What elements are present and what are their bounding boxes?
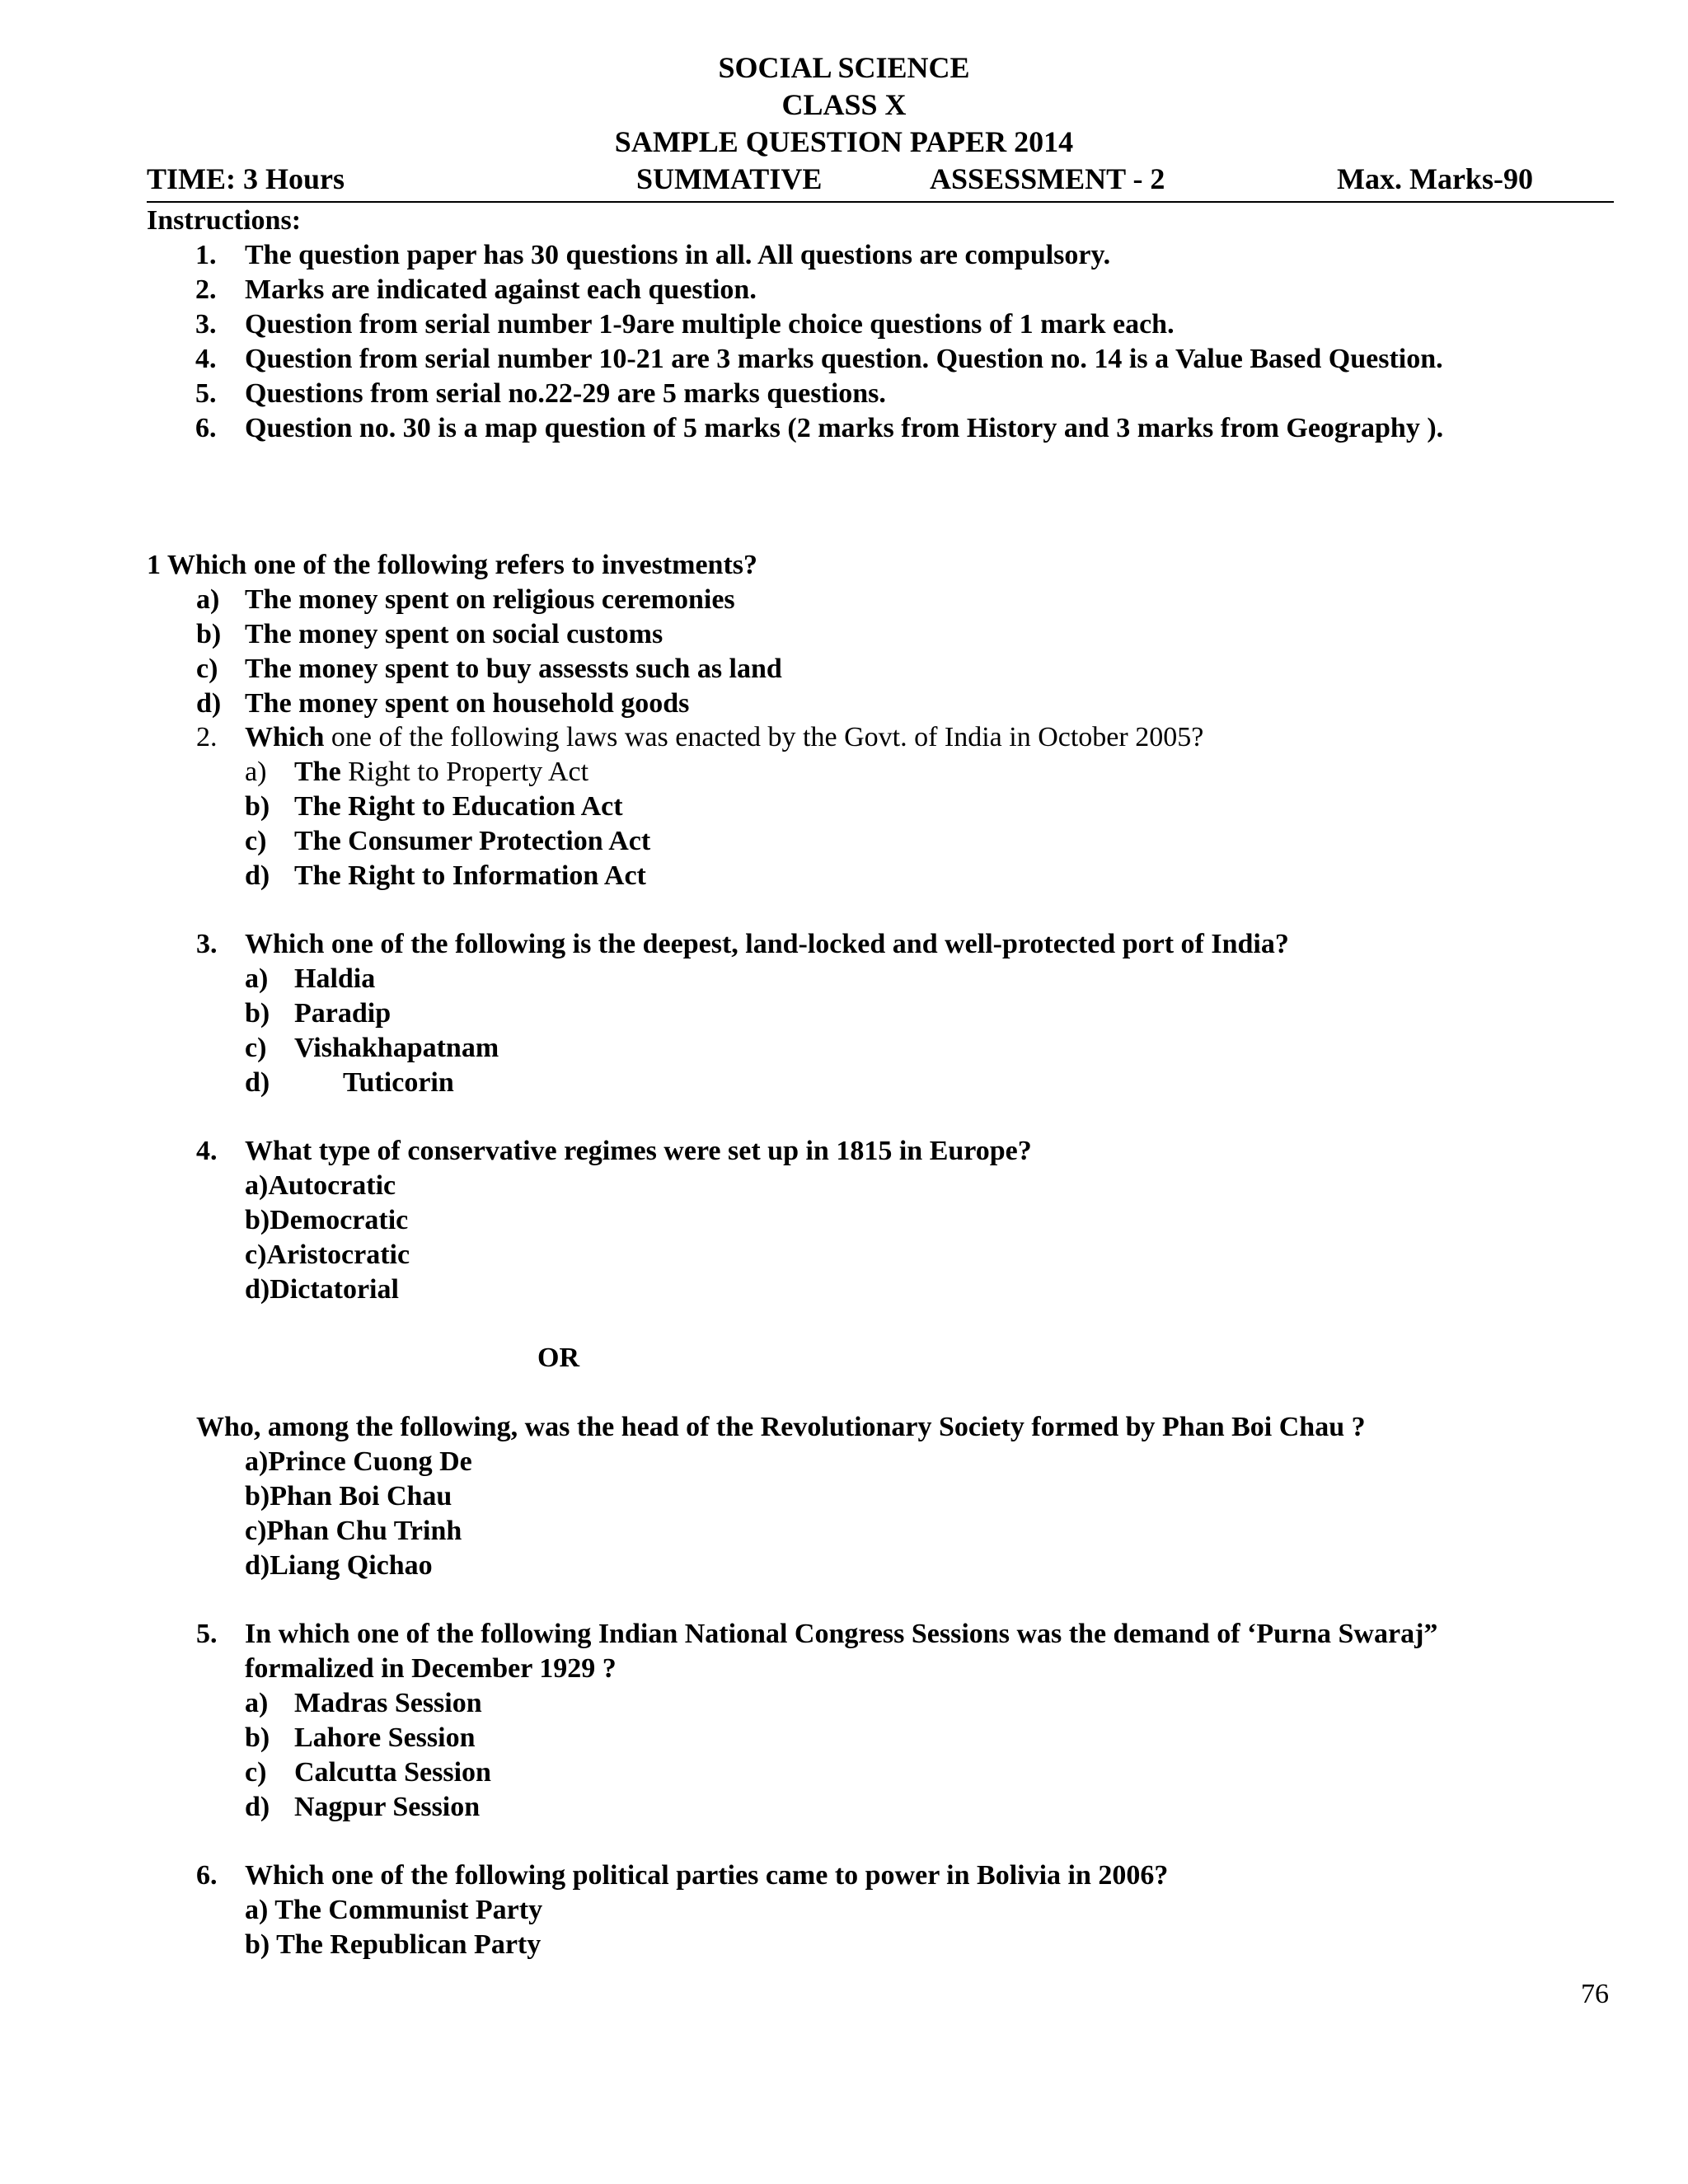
instruction-num: 1. [195,240,217,270]
option-letter: a) [196,584,220,615]
option-text: Calcutta Session [294,1757,491,1788]
instruction-num: 3. [195,309,217,340]
option-text: d)Liang Qichao [245,1550,433,1581]
option-text: c)Phan Chu Trinh [245,1516,462,1546]
option-text: Haldia [294,963,376,994]
option-text: Vishakhapatnam [294,1033,499,1063]
option-letter: d) [245,1792,270,1822]
option-text [294,756,588,789]
question-5-num: 5. [196,1619,218,1649]
instruction-num: 5. [195,378,217,409]
option-letter: c) [196,654,218,684]
question-4-alt: Who, among the following, was the head of the Revolutionary Society formed by Phan Boi Chau ? [196,1412,1366,1442]
question-1: 1 Which one of the following refers to investments? [147,550,758,580]
class-title: CLASS X [781,88,907,121]
paper-title: SAMPLE QUESTION PAPER 2014 [614,125,1074,158]
instruction-text: The question paper has 30 questions in all. All questions are compulsory. [245,240,1111,270]
option-text: The Right to Information Act [294,860,646,891]
option-text: c)Aristocratic [245,1240,410,1270]
instruction-text: Questions from serial no.22-29 are 5 marks questions. [245,378,886,409]
instructions-heading: Instructions: [147,205,302,236]
instruction-text: Marks are indicated against each question. [245,274,757,305]
question-2-bold: Which [245,722,325,752]
option-text: d)Dictatorial [245,1274,399,1305]
instruction-text: Question no. 30 is a map question of 5 marks (2 marks from History and 3 marks from Geography ). [245,413,1444,443]
option-text: The money spent to buy assessts such as land [245,654,782,684]
option-bold: The [294,757,341,787]
option-letter: d) [245,1067,270,1098]
option-text: The money spent on religious ceremonies [245,584,735,615]
option-letter: a) [245,1688,269,1718]
question-3: Which one of the following is the deepest, land-locked and well-protected port of India? [245,929,1289,959]
option-rest: Right to Property Act [340,757,589,787]
question-3-num: 3. [196,929,218,959]
question-2 [245,721,1203,754]
page-number: 76 [1581,1979,1609,2009]
header-rule [147,201,1614,203]
instruction-num: 4. [195,344,217,374]
option-text: a)Autocratic [245,1170,396,1201]
question-5-line1: In which one of the following Indian National Congress Sessions was the demand of ‘Purna Swaraj” [245,1619,1438,1649]
option-text: The Right to Education Act [294,791,623,822]
option-letter: b) [245,1722,270,1753]
option-text: Madras Session [294,1688,482,1718]
question-2-num: 2. [196,722,218,752]
instruction-num: 2. [195,274,217,305]
option-letter: d) [245,860,270,891]
option-text: Nagpur Session [294,1792,481,1822]
summative-label: SUMMATIVE [636,162,823,195]
assessment-label: ASSESSMENT - 2 [930,162,1165,195]
option-letter: a) [245,963,269,994]
option-text: Paradip [294,998,392,1029]
instruction-text: Question from serial number 1-9are multiple choice questions of 1 mark each. [245,309,1175,340]
option-letter: d) [196,688,222,719]
option-letter: b) [245,998,270,1029]
option-letter: c) [245,1757,267,1788]
option-letter: b) [196,619,222,649]
question-5-line2: formalized in December 1929 ? [245,1653,617,1684]
option-letter: b) [245,791,270,822]
option-text: b)Democratic [245,1205,409,1235]
question-4: What type of conservative regimes were set up in 1815 in Europe? [245,1136,1032,1166]
subject-title: SOCIAL SCIENCE [718,51,970,84]
option-text: The money spent on social customs [245,619,663,649]
option-letter: a) [245,757,267,787]
option-text: Lahore Session [294,1722,476,1753]
question-4-num: 4. [196,1136,218,1166]
option-text: Tuticorin [343,1067,454,1098]
option-text: b)Phan Boi Chau [245,1481,452,1511]
instruction-num: 6. [195,413,217,443]
option-letter: c) [245,1033,267,1063]
question-6-num: 6. [196,1860,218,1891]
option-text: a)Prince Cuong De [245,1446,472,1477]
option-text: b) The Republican Party [245,1929,542,1960]
option-text: The money spent on household goods [245,688,690,719]
or-separator: OR [537,1343,579,1373]
question-2-rest: one of the following laws was enacted by the Govt. of India in October 2005? [324,722,1204,752]
time-label: TIME: 3 Hours [147,162,345,195]
instruction-text: Question from serial number 10-21 are 3 marks question. Question no. 14 is a Value Based Question. [245,344,1443,374]
question-6: Which one of the following political parties came to power in Bolivia in 2006? [245,1860,1169,1891]
option-text: a) The Communist Party [245,1895,543,1925]
max-marks-label: Max. Marks-90 [1337,162,1533,195]
option-text: The Consumer Protection Act [294,826,651,856]
option-letter: c) [245,826,267,856]
